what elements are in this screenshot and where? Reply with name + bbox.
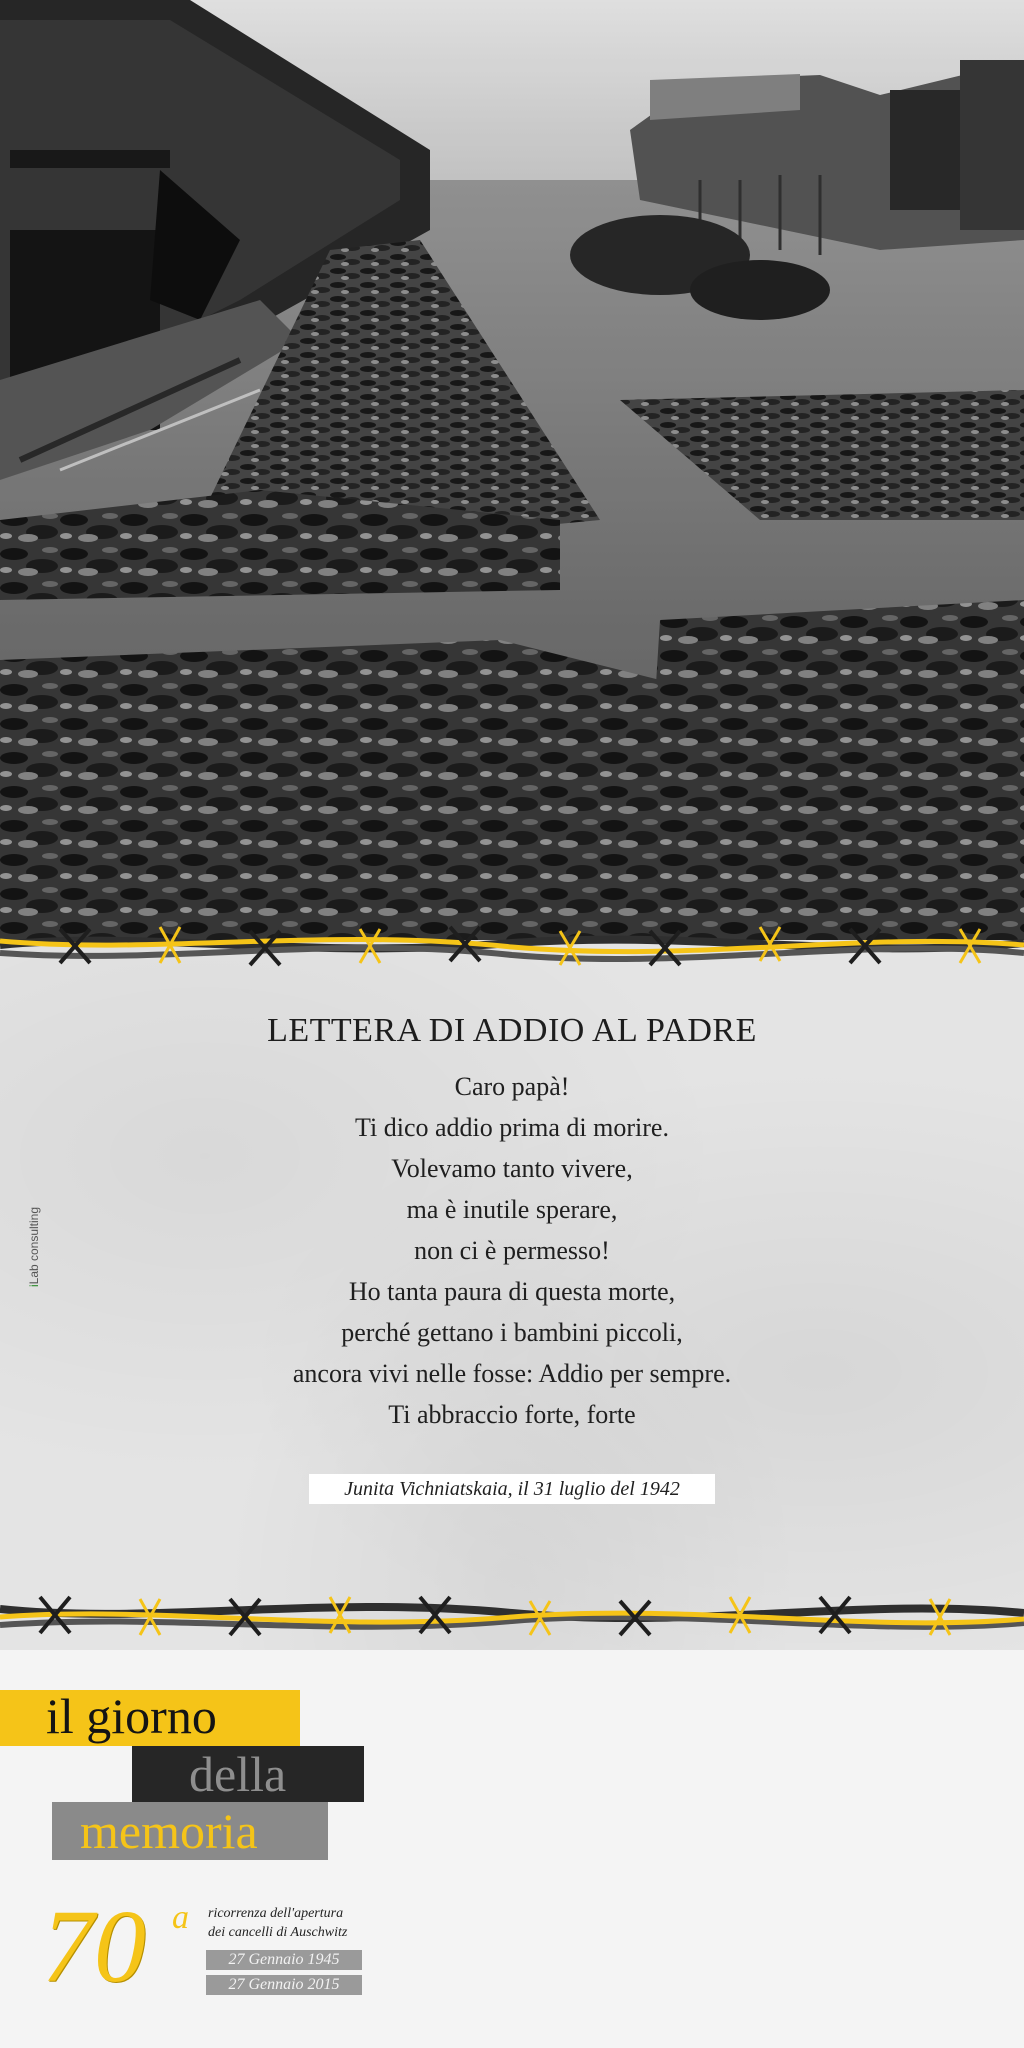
letter-line: Caro papà! xyxy=(454,1072,570,1101)
anniversary-text-line1: ricorrenza dell'apertura xyxy=(208,1906,344,1921)
letter-signature: Junita Vichniatskaia, il 31 luglio del 1942 xyxy=(309,1474,715,1504)
letter-line: Ti dico addio prima di morire. xyxy=(355,1113,669,1142)
letter-line: Volevamo tanto vivere, xyxy=(391,1154,633,1183)
logo-text-line2: della xyxy=(189,1746,287,1802)
letter-line: non ci è permesso! xyxy=(414,1236,610,1265)
anniversary-number: 70 xyxy=(42,1889,146,2004)
letter-line: Ho tanta paura di questa morte, xyxy=(348,1277,676,1306)
logo-text-line1: il giorno xyxy=(46,1688,217,1744)
logo-text-line3: memoria xyxy=(80,1803,258,1859)
barbed-wire-bottom xyxy=(0,1575,1024,1655)
anniversary-text-line2: dei cancelli di Auschwitz xyxy=(208,1925,348,1940)
photo-illustration xyxy=(0,0,1024,940)
letter-line: Ti abbraccio forte, forte xyxy=(388,1400,636,1429)
historical-photo xyxy=(0,0,1024,940)
letter-title: LETTERA DI ADDIO AL PADRE xyxy=(267,1012,757,1049)
letter-body xyxy=(0,1066,1024,1435)
anniversary-superscript: a xyxy=(172,1899,189,1936)
anniversary-date-1945: 27 Gennaio 1945 xyxy=(206,1950,362,1970)
letter-line: ancora vivi nelle fosse: Addio per sempre. xyxy=(292,1359,732,1388)
letter-line: perché gettano i bambini piccoli, xyxy=(341,1318,683,1347)
designer-credit xyxy=(25,1199,43,1295)
anniversary-date-2015: 27 Gennaio 2015 xyxy=(206,1975,362,1995)
credit-text: Lab consulting xyxy=(27,1206,41,1285)
letter-line: ma è inutile sperare, xyxy=(406,1195,618,1224)
credit-mark: i xyxy=(27,1284,41,1288)
barbed-wire-top xyxy=(0,905,1024,985)
